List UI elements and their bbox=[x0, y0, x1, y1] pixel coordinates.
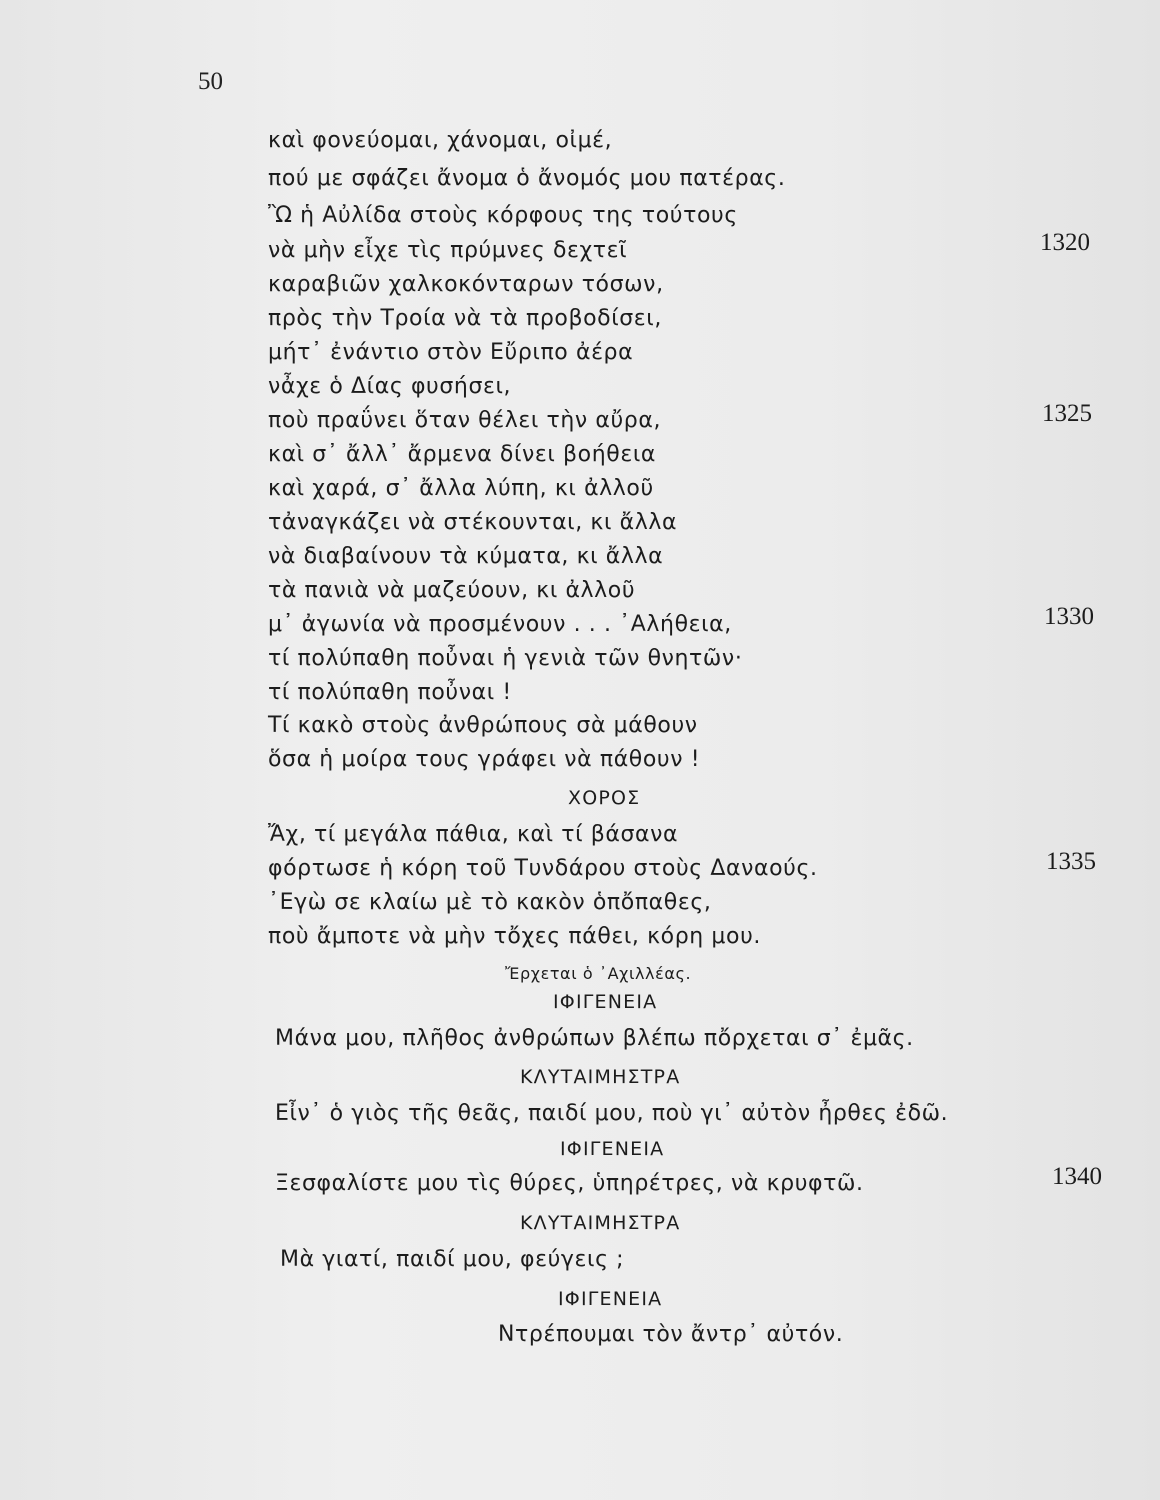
verse-line: Ἄχ, τί μεγάλα πάθια, καὶ τί βάσανα bbox=[268, 822, 679, 847]
verse-line: νἆχε ὁ Δίας φυσήσει, bbox=[268, 374, 512, 399]
verse-line: ποὺ ἄμποτε νὰ μὴν τὄχες πάθει, κόρη μου. bbox=[268, 924, 762, 949]
line-number: 1340 bbox=[1052, 1163, 1102, 1190]
verse-line: Ντρέπουμαι τὸν ἄντρ᾽ αὐτόν. bbox=[498, 1322, 844, 1347]
verse-line: Τί κακὸ στοὺς ἀνθρώπους σὰ μάθουν bbox=[268, 713, 698, 738]
verse-line: Ὢ ἡ Αὐλίδα στοὺς κόρφους της τούτους bbox=[268, 203, 738, 228]
verse-line: ὅσα ἡ μοίρα τους γράφει νὰ πάθουν ! bbox=[268, 747, 701, 772]
speaker-clytemnestra: ΚΛΥΤΑΙΜΗΣΤΡΑ bbox=[520, 1066, 681, 1088]
page-number: 50 bbox=[198, 68, 223, 95]
line-number: 1330 bbox=[1044, 603, 1094, 630]
verse-line: καραβιῶν χαλκοκόνταρων τόσων, bbox=[268, 272, 664, 297]
speaker-clytemnestra: ΚΛΥΤΑΙΜΗΣΤΡΑ bbox=[520, 1212, 681, 1234]
verse-line: ποὺ πραΰνει ὅταν θέλει τὴν αὔρα, bbox=[268, 408, 662, 433]
speaker-iphigenia: ΙΦΙΓΕΝΕΙΑ bbox=[558, 1288, 663, 1310]
verse-line: Μάνα μου, πλῆθος ἀνθρώπων βλέπω πὄρχεται σ᾽ ἐμᾶς. bbox=[275, 1026, 914, 1051]
speaker-chorus: ΧΟΡΟΣ bbox=[568, 787, 641, 809]
verse-line: τἀναγκάζει νὰ στέκουνται, κι ἄλλα bbox=[268, 510, 678, 535]
line-number: 1325 bbox=[1042, 400, 1092, 427]
verse-line: τί πολύπαθη ποὖναι ! bbox=[268, 680, 512, 705]
verse-line: Ξεσφαλίστε μου τὶς θύρες, ὑπηρέτρες, νὰ κρυφτῶ. bbox=[275, 1171, 864, 1196]
verse-line: πού με σφάζει ἄνομα ὁ ἄνομός μου πατέρας. bbox=[268, 166, 786, 191]
speaker-iphigenia: ΙΦΙΓΕΝΕΙΑ bbox=[560, 1138, 665, 1160]
verse-line: μ᾽ ἀγωνία νὰ προσμένουν . . . ᾽Αλήθεια, bbox=[268, 612, 732, 637]
verse-line: καὶ φονεύομαι, χάνομαι, οἰμέ, bbox=[268, 128, 613, 153]
stage-direction: Ἔρχεται ὁ ᾽Αχιλλέας. bbox=[505, 964, 692, 983]
verse-line: Εἶν᾽ ὁ γιὸς τῆς θεᾶς, παιδί μου, ποὺ γι᾽ αὐτὸν ἦρθες ἐδῶ. bbox=[275, 1101, 949, 1126]
line-number: 1320 bbox=[1040, 229, 1090, 256]
verse-line: τὰ πανιὰ νὰ μαζεύουν, κι ἀλλοῦ bbox=[268, 578, 636, 603]
verse-line: ᾽Εγὼ σε κλαίω μὲ τὸ κακὸν ὁπὄπαθες, bbox=[268, 890, 712, 915]
verse-line: Μὰ γιατί, παιδί μου, φεύγεις ; bbox=[280, 1247, 625, 1272]
verse-line: μήτ᾽ ἐνάντιο στὸν Εὔριπο ἀέρα bbox=[268, 340, 634, 365]
verse-line: καὶ χαρά, σ᾽ ἄλλα λύπη, κι ἀλλοῦ bbox=[268, 476, 654, 501]
verse-line: νὰ διαβαίνουν τὰ κύματα, κι ἄλλα bbox=[268, 544, 664, 569]
line-number: 1335 bbox=[1046, 848, 1096, 875]
verse-line: φόρτωσε ἡ κόρη τοῦ Τυνδάρου στοὺς Δαναούς. bbox=[268, 856, 818, 881]
speaker-iphigenia: ΙΦΙΓΕΝΕΙΑ bbox=[553, 991, 658, 1013]
verse-line: καὶ σ᾽ ἄλλ᾽ ἄρμενα δίνει βοήθεια bbox=[268, 442, 656, 467]
verse-line: τί πολύπαθη ποὖναι ἡ γενιὰ τῶν θνητῶν· bbox=[268, 646, 743, 671]
verse-line: πρὸς τὴν Τροία νὰ τὰ προβοδίσει, bbox=[268, 306, 662, 331]
verse-line: νὰ μὴν εἶχε τὶς πρύμνες δεχτεῖ bbox=[268, 238, 628, 263]
